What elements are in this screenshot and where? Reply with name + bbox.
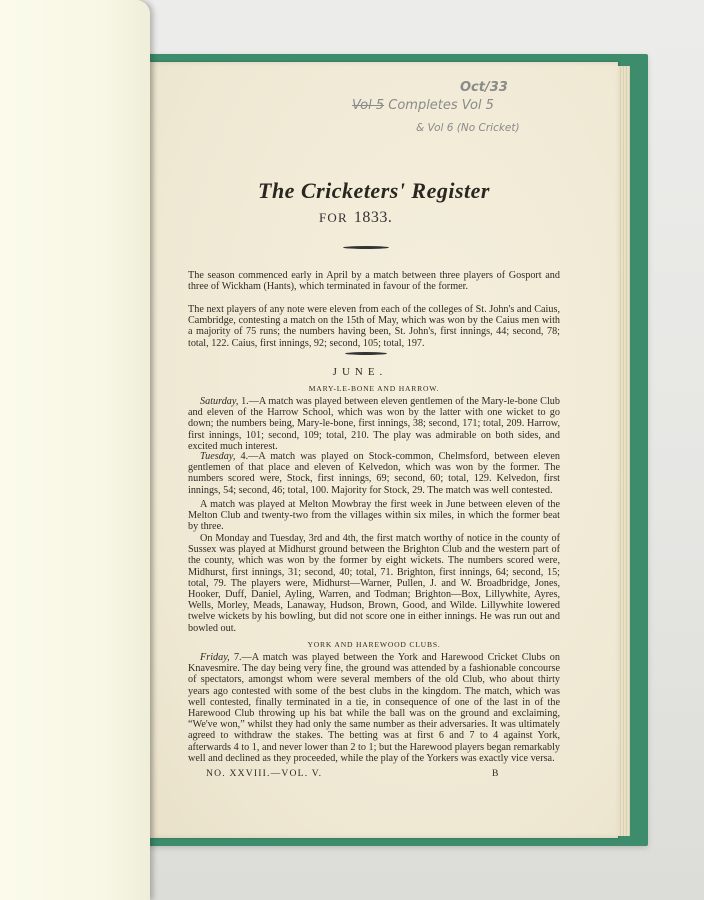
paragraph-text: 1.—A match was played between eleven gentlemen of the Mary-le-bone Club and eleven of the Harrow School, which was won by the latter with one wicket to go down; the numbers being, Mary-le-bone, first innings, 38; second, 171; total, 209. Harrow, first innings, 101; second, 109; total, 210. The play was admirable on both sides, and excited much interest. (188, 396, 560, 452)
ornament-rule (345, 352, 387, 355)
match-paragraph (188, 533, 560, 634)
pencil-note-struck: Vol 5 (352, 98, 385, 113)
left-page (0, 0, 150, 900)
signature-mark: B (492, 768, 499, 779)
match-paragraph (188, 451, 560, 496)
page-edges (618, 66, 630, 836)
intro-paragraph: The season commenced early in April by a match between three players of Gosport and three of Wickham (Hants), which terminated in favour of the former. (188, 270, 560, 293)
ornament-rule (343, 246, 389, 249)
document-subtitle (319, 209, 392, 227)
pencil-note-completes (352, 98, 494, 113)
match-paragraph (188, 396, 560, 452)
pencil-note-date: Oct/33 (460, 80, 508, 95)
section-heading: MARY-LE-BONE AND HARROW. (308, 384, 440, 393)
paragraph-text: On Monday and Tuesday, 3rd and 4th, the first match worthy of notice in the county of Sussex was played at Midhurst ground between the Brighton Club and the western part of the county, which was won by the former by eight wickets. The numbers scored were, Midhurst, first innings, 31; second, 40; total, 71. Brighton, first innings, 64; second, 15; total, 79. The players were, Midhurst—Warner, Pullen, J. and W. Broadbridge, Jones, Hooker, Duff, Daniel, Ayling, Warren, and Todman; Brighton—Box, Lillywhite, Ayres, Wells, Morley, Meads, Lanaway, Hudson, Brown, Good, and Wilde. Lillywhite lowered twelve wickets by his bowling, but did not score one in either innings. He was run out and bowled out. (188, 533, 560, 634)
document-title: The Cricketers' Register (258, 178, 490, 203)
paragraph-text: 7.—A match was played between the York and Harewood Cricket Clubs on Knavesmire. The day being very fine, the ground was attended by a fashionable concourse of spectators, amongst whom were several members of the old Club, who about thirty years ago contested with some of the best clubs in the kingdom. The match, which was well contested, finally terminated in a tie, in consequence of one of the last in of the Harewood Club throwing up his bat while the ball was on the ground and exclaiming, “We've won,” whilst they had only the same number as their adversaries. It was ultimately agreed to withdraw the stakes. The betting was at first 6 and 7 to 4 against York, afterwards 4 to 1, and never lower than 2 to 1; but the Harewood players began remarkably well and declined as they proceeded, while the play of the Yorkers was exactly vice versa. (188, 652, 560, 764)
match-paragraph (188, 652, 560, 764)
intro-paragraph: The next players of any note were eleven from each of the colleges of St. John's and Caius, Cambridge, contesting a match on the 15th of May, which was won by the Caius men with a majority of 75 runs; the numbers having been, St. John's, first innings, 44; second, 78; total, 122. Caius, first innings, 92; second, 105; total, 197. (188, 304, 560, 349)
pencil-note-vol6: & Vol 6 (No Cricket) (416, 122, 520, 134)
subtitle-year: 1833. (353, 209, 393, 226)
month-heading: JUNE. (332, 366, 388, 378)
paragraph-lead: Saturday, (200, 396, 239, 407)
paragraph-lead: Friday, (200, 652, 230, 663)
paragraph-text: 4.—A match was played on Stock-common, Chelmsford, between eleven gentlemen of that place and eleven of Kelvedon, which was won by the former. The numbers scored were, Stock, first innings, 69; second, 60; total, 129. Kelvedon, first innings, 54; second, 46; total, 100. Majority for Stock, 29. The match was well contested. (188, 451, 560, 496)
paragraph-lead: Tuesday, (200, 451, 236, 462)
pencil-note-completes-text: Completes Vol 5 (388, 98, 494, 113)
issue-footer: NO. XXVIII.—VOL. V. (206, 768, 323, 779)
paragraph-text: A match was played at Melton Mowbray the first week in June between eleven of the Melton Club and twenty-two from the villages within six miles, in which the former beat by three. (188, 499, 560, 533)
match-paragraph (188, 499, 560, 533)
subtitle-for: FOR (319, 210, 348, 225)
section-heading: YORK AND HAREWOOD CLUBS. (307, 640, 441, 649)
